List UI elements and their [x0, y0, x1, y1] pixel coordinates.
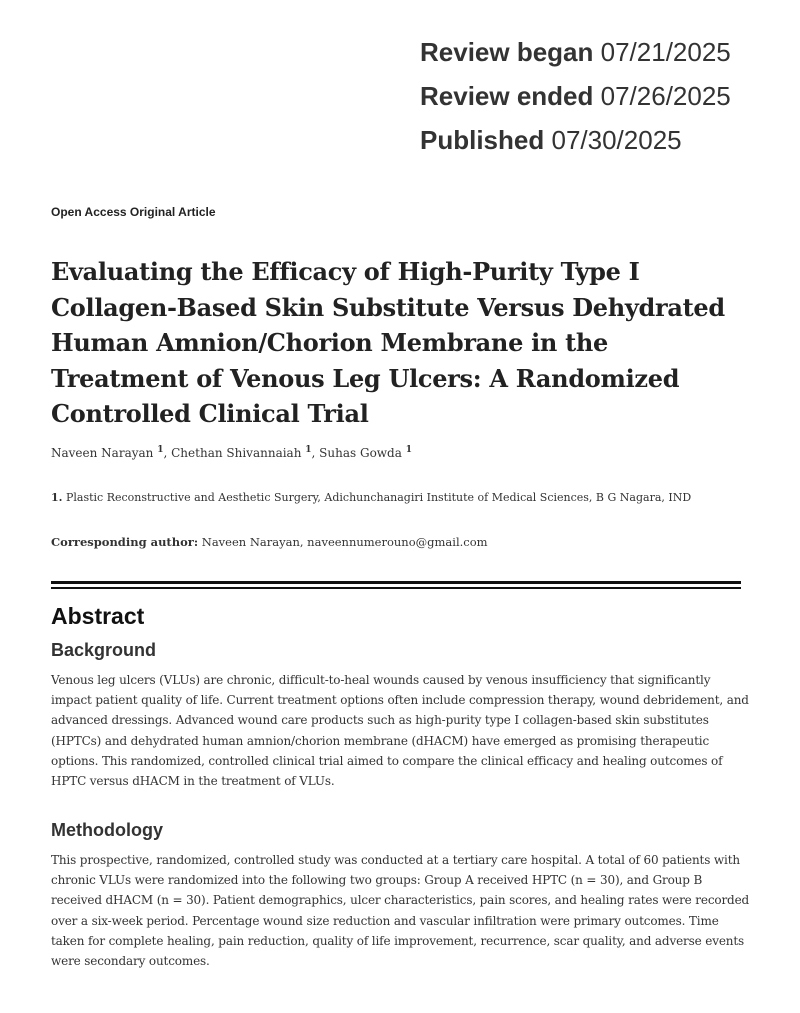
abstract-heading: Abstract	[51, 603, 145, 629]
author-affiliation-ref: 1	[157, 445, 164, 455]
corresponding-author-text: Naveen Narayan, naveennumerouno@gmail.com	[201, 535, 488, 549]
published	[420, 118, 731, 162]
divider-rule	[51, 587, 741, 589]
corresponding-author-label: Corresponding author:	[51, 535, 199, 549]
affiliation	[51, 491, 691, 504]
review-began	[420, 30, 731, 74]
review-dates	[420, 30, 731, 162]
article-title: Evaluating the Efficacy of High-Purity Type I Collagen-Based Skin Substitute Versus Dehydrated Human Amnion/Chorion Membrane in the Treatment of Venous Leg Ulcers: A Randomized Controlled Clinical Trial	[51, 257, 725, 428]
review-ended-label: Review ended	[420, 81, 594, 111]
author-name: Chethan Shivannaiah	[171, 446, 302, 460]
affiliation-number: 1.	[51, 491, 63, 504]
corresponding-author	[51, 535, 488, 549]
review-began-label: Review began	[420, 37, 594, 67]
background-text: Venous leg ulcers (VLUs) are chronic, difficult-to-heal wounds caused by venous insufficiency that significantly impact patient quality of life. Current treatment options often include compression therapy, wound debridement, and advanced dressings. Advanced wound care products such as high-purity type I collagen-based skin substitutes (HPTCs) and dehydrated human amnion/chorion membrane (dHACM) have emerged as promising therapeutic options. This randomized, controlled clinical trial aimed to compare the clinical efficacy and healing outcomes of HPTC versus dHACM in the treatment of VLUs.	[51, 673, 749, 789]
methodology-text: This prospective, randomized, controlled study was conducted at a tertiary care hospital. A total of 60 patients with chronic VLUs were randomized into the following two groups: Group A received HPTC (n = 30), and Group B received dHACM (n = 30). Patient demographics, ulcer characteristics, pain scores, and healing rates were recorded over a six-week period. Percentage wound size reduction and vascular infiltration were primary outcomes. Time taken for complete healing, pain reduction, quality of life improvement, recurrence, scar quality, and adverse events were secondary outcomes.	[51, 853, 750, 969]
published-label: Published	[420, 125, 545, 155]
divider-rule	[51, 581, 741, 584]
background-heading: Background	[51, 640, 157, 660]
author-affiliation-ref: 1	[305, 445, 312, 455]
author-affiliation-ref: 1	[405, 445, 412, 455]
methodology-heading: Methodology	[51, 820, 163, 840]
review-ended	[420, 74, 731, 118]
published-value: 07/30/2025	[551, 125, 682, 155]
affiliation-text: Plastic Reconstructive and Aesthetic Surgery, Adichunchanagiri Institute of Medical Sciences, B G Nagara, IND	[65, 491, 692, 504]
review-began-value: 07/21/2025	[600, 37, 731, 67]
review-ended-value: 07/26/2025	[600, 81, 731, 111]
author-name: Suhas Gowda	[319, 446, 402, 460]
author-name: Naveen Narayan	[51, 446, 154, 460]
article-type: Open Access Original Article	[51, 205, 216, 219]
author-list: Naveen Narayan $^1$, Chethan Shivannaiah $^1$, Suhas Gowda $^1$	[51, 445, 412, 460]
